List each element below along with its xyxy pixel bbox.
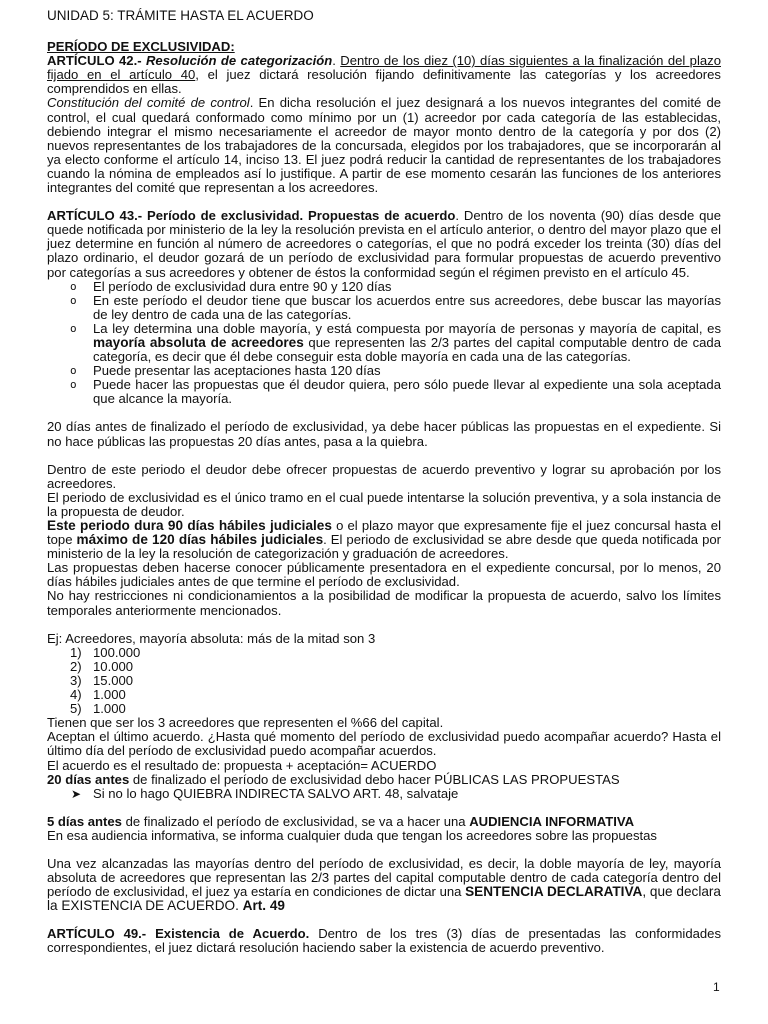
example-item-value: 1.000 (93, 701, 126, 717)
arrow-item (47, 787, 721, 801)
example-bold: 20 días antes (47, 771, 130, 787)
comite-heading: Constitución del comité de control (47, 95, 250, 111)
mayorias-paragraph (47, 857, 721, 913)
mayorias-text: , que declara la EXISTENCIA DE ACUERDO. (47, 884, 721, 914)
example-item (47, 674, 721, 688)
article-42 (47, 54, 721, 96)
example-line: El acuerdo es el resultado de: propuesta + aceptación= ACUERDO (47, 757, 437, 773)
arrow-text: Si no lo hago QUIEBRA INDIRECTA SALVO ART. 48, salvataje (93, 785, 459, 801)
example-item-number: 4) (70, 687, 82, 703)
article-42-text: , el juez dictará resolución fijando definitivamente las categorías y los acreedores comprendidos en ellas. (47, 67, 721, 97)
article-43-heading: ARTÍCULO 43.- Período de exclusividad. Propuestas de acuerdo (47, 208, 456, 224)
audiencia-bold: 5 días antes (47, 813, 122, 829)
audiencia-paragraph-2: En esa audiencia informativa, se informa cualquier duda que tengan los acreedores sobre las propuestas (47, 827, 657, 843)
article-43-text: . Dentro de los noventa (90) días desde que quede notificada por ministerio de la ley la resolución prevista en el artículo anterior, o dentro del mayor plazo que el juez determine en función al número de acreedores o categorías, el que no podrá exceder los treinta (30) días del plazo ordinario, el deudor gozará de un período de exclusividad para formular propuestas de acuerdo preventivo por categorías a sus acreedores y obtener de éstos la conformidad según el régimen previsto en el artículo 45. (47, 208, 721, 280)
arrow-bullet-icon: ➤ (71, 786, 82, 801)
article-49-text: Dentro de los tres (3) días de presentadas las conformidades correspondientes, el juez dictará resolución haciendo saber la existencia de acuerdo preventivo. (47, 926, 722, 956)
example-item-value: 10.000 (93, 658, 134, 674)
bullet-item: o Puede hacer las propuestas que él deudor quiera, pero sólo puede llevar al expediente una sola aceptada que alcance la mayoría. (47, 378, 721, 406)
example-item-number: 2) (70, 658, 82, 674)
arrow-list (47, 787, 721, 801)
article-43 (47, 209, 721, 279)
audiencia-text: de finalizado el período de exclusividad, se va a hacer una (121, 813, 470, 829)
example-item (47, 702, 721, 716)
example-title: Ej: Acreedores, mayoría absoluta: más de la mitad son 3 (47, 630, 376, 646)
paragraph-unico-tramo: El periodo de exclusividad es el único tramo en el cual puede intentarse la solución preventiva, y a sola instancia de la propuesta de deudor. (47, 489, 721, 519)
paragraph-duracion (47, 519, 721, 561)
article-42-dot: . (332, 53, 341, 69)
mayorias-bold: Art. 49 (242, 898, 285, 914)
page-number: 1 (713, 980, 720, 994)
audiencia-paragraph (47, 815, 721, 829)
section-title: PERÍODO DE EXCLUSIVIDAD: (47, 39, 235, 55)
bullet-item: o Puede presentar las aceptaciones hasta 120 días (47, 364, 721, 378)
bullet-text: que representen las 2/3 partes del capital computable dentro de cada categoría, es decir que él debe conseguir esta doble mayoría en cada una de las categorías. (93, 334, 721, 365)
example-line: Tienen que ser los 3 acreedores que representen el %66 del capital. (47, 715, 444, 731)
duration-max-bold: máximo de 120 días hábiles judiciales (76, 532, 324, 548)
example-item (47, 660, 721, 674)
bullet-text: La ley determina una doble mayoría, y está compuesta por mayoría de personas y mayoría de capital, es (93, 320, 721, 336)
bullet-item: o En este período el deudor tiene que buscar los acuerdos entre sus acreedores, debe buscar las mayorías de ley dentro de cada una de las categorías. (47, 294, 721, 322)
example-item-value: 15.000 (93, 672, 134, 688)
example-item-value: 100.000 (93, 644, 141, 660)
article-42-label: ARTÍCULO 42.- (47, 53, 142, 69)
example-item-number: 1) (70, 644, 82, 660)
example-item (47, 688, 721, 702)
comite-text: . En dicha resolución el juez designará a los nuevos integrantes del comité de control, el cual quedará conformado como mínimo por un (1) acreedor por cada categoría de las establecidas, debiendo integrar el mismo necesariamente el acreedor de mayor monto dentro de la categoría y por dos (2) nuevos representantes de los trabajadores de la concursada, elegidos por los trabajadores, que se incorporarán al ya electo conforme el artículo 14, inciso 13. El juez podrá reducir la cantidad de representantes de los trabajadores cuando la nómina de empleados así lo justifique. A partir de ese momento cesarán las funciones de los anteriores integrantes del comité que representan a los acreedores. (47, 95, 722, 196)
article-43-bullets (47, 280, 721, 407)
document-body (47, 9, 721, 956)
article-42-underlined: Dentro de los diez (10) días siguientes a la finalización del plazo fijado en el artículo 40 (47, 53, 721, 83)
duration-text: . El periodo de exclusividad se abre desde que queda notificada por ministerio de la ley la resolución de categorización y graduación de acreedores. (47, 532, 721, 562)
example-text: de finalizado el período de exclusividad debo hacer PÚBLICAS LAS PROPUESTAS (129, 771, 620, 787)
mayorias-bold: SENTENCIA DECLARATIVA (465, 884, 643, 900)
example-item-value: 1.000 (93, 687, 126, 703)
paragraph-20-dias: 20 días antes de finalizado el período de exclusividad, ya debe hacer públicas las propuestas en el expediente. Si no hace públicas las propuestas 20 días antes, pasa a la quiebra. (47, 419, 721, 449)
paragraph-propuestas: Las propuestas deben hacerse conocer públicamente presentadora en el expediente concursal, por lo menos, 20 días hábiles judiciales antes de que termine el período de exclusividad. (47, 560, 721, 590)
article-49 (47, 927, 721, 955)
bullet-item (47, 322, 721, 364)
paragraph-restricciones: No hay restricciones ni condicionamientos a la posibilidad de modificar la propuesta de acuerdo, salvo los límites temporales anteriormente mencionados. (47, 588, 721, 618)
audiencia-bold: AUDIENCIA INFORMATIVA (469, 813, 635, 829)
bullet-item: o El período de exclusividad dura entre 90 y 120 días (47, 280, 721, 294)
unit-title: UNIDAD 5: TRÁMITE HASTA EL ACUERDO (47, 8, 314, 23)
duration-text: o el plazo mayor que expresamente fije el juez concursal hasta el tope (47, 518, 722, 548)
example-list (47, 646, 721, 716)
example-item-number: 5) (70, 701, 82, 717)
duration-bold: Este periodo dura 90 días hábiles judiciales (47, 518, 332, 533)
article-42-heading: Resolución de categorización (145, 53, 333, 69)
example-line (47, 773, 721, 787)
example-line: Aceptan el último acuerdo. ¿Hasta qué momento del período de exclusividad puedo acompañar acuerdo? Hasta el último día del período de exclusividad puedo acompañar acuerdos. (47, 729, 721, 759)
paragraph-dentro-periodo: Dentro de este periodo el deudor debe ofrecer propuestas de acuerdo preventivo y lograr su aprobación por los acreedores. (47, 461, 721, 491)
article-49-heading: ARTÍCULO 49.- Existencia de Acuerdo. (47, 926, 310, 942)
bullet-bold-text: mayoría absoluta de acreedores (93, 334, 304, 350)
mayorias-text: Una vez alcanzadas las mayorías dentro del período de exclusividad, es decir, la doble mayoría de ley, mayoría absoluta de acreedores que representan las 2/3 partes del capital computable dentro de cada categoría dentro del período de exclusividad, el juez ya estaría en condiciones de dictar una (47, 855, 721, 900)
example-item (47, 646, 721, 660)
comite-paragraph (47, 96, 721, 195)
example-item-number: 3) (70, 672, 82, 688)
